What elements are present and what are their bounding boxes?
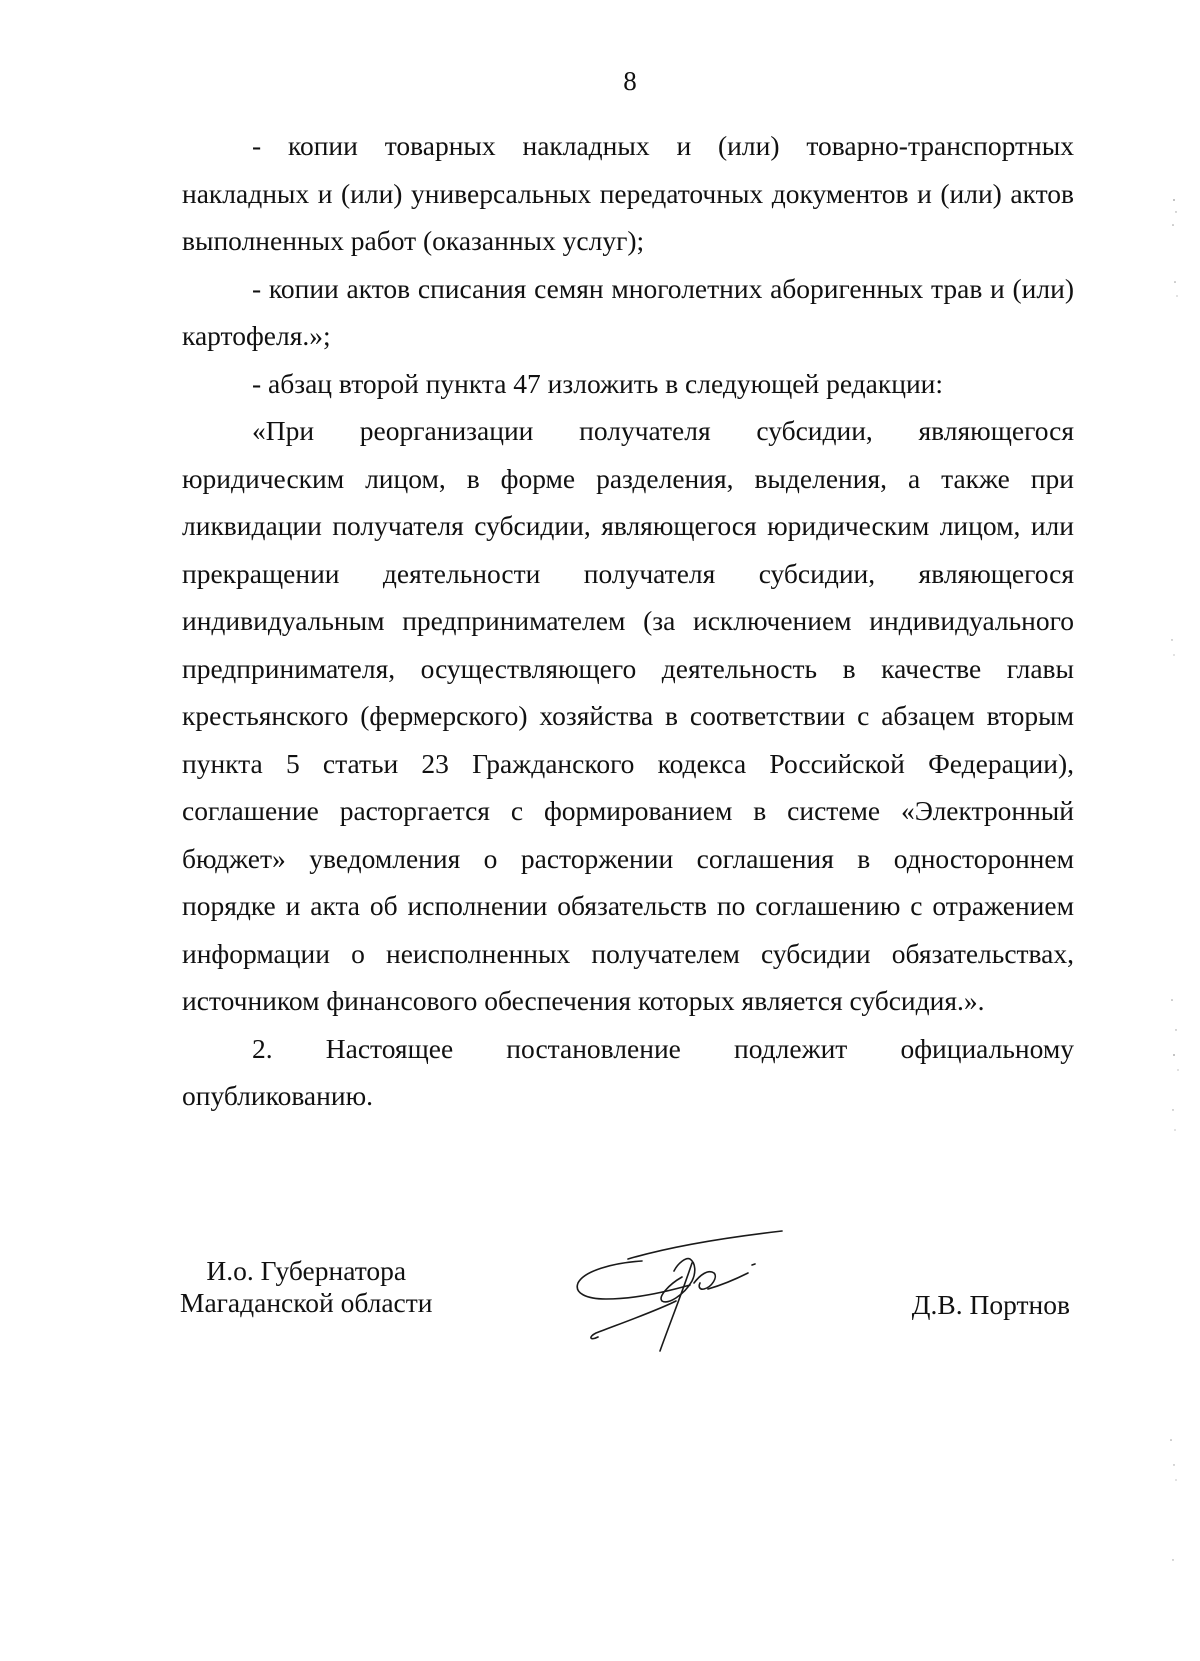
handwritten-signature <box>572 1223 802 1363</box>
signature-stroke-p <box>694 1272 715 1289</box>
signature-stroke-flourish <box>591 1301 676 1339</box>
signature-block <box>180 1255 1070 1405</box>
signature-stroke-dot <box>752 1264 755 1265</box>
paragraph-write-off-acts: - копии актов списания семян многолетних аборигенных трав и (или) картофеля.»; <box>182 272 1074 351</box>
signer-name: Д.В. Портнов <box>911 1289 1070 1320</box>
signer-position-line2: Магаданской области <box>180 1287 433 1318</box>
scan-edge-noise <box>1160 0 1200 1661</box>
signer-position-line1: И.о. Губернатора <box>206 1255 407 1286</box>
document-body <box>182 122 1074 1120</box>
signature-stroke-loop <box>577 1261 690 1299</box>
signature-stroke-d <box>661 1259 695 1302</box>
signature-stroke-top <box>628 1231 782 1259</box>
paragraph-invoice-copies: - копии товарных накладных и (или) товарно-транспортных накладных и (или) универсальных передаточных документов и (или) актов выполненных работ (оказанных услуг); <box>182 130 1074 256</box>
signer-position <box>180 1255 433 1319</box>
paragraph-amendment-intro: - абзац второй пункта 47 изложить в следующей редакции: <box>252 367 944 399</box>
paragraph-reorganization-clause: «При реорганизации получателя субсидии, являющегося юридическим лицом, в форме разделения, выделения, а также при ликвидации получателя субсидии, являющегося юридическим лицом, или прекращении деятельности получателя субсидии, являющегося индивидуальным предпринимателем (за исключением индивидуального предпринимателя, осуществляющего деятельность в качестве главы крестьянского (фермерского) хозяйства в соответствии с абзацем вторым пункта 5 статьи 23 Гражданского кодекса Российской Федерации), соглашение расторгается с формированием в системе «Электронный бюджет» уведомления о расторжении соглашения в одностороннем порядке и акта об исполнении обязательств по соглашению с отражением информации о неисполненных получателем субсидии обязательствах, источником финансового обеспечения которых является субсидия.». <box>182 415 1074 1016</box>
page-number: 8 <box>623 66 637 96</box>
paragraph-publication: 2. Настоящее постановление подлежит официальному опубликованию. <box>182 1032 1074 1111</box>
